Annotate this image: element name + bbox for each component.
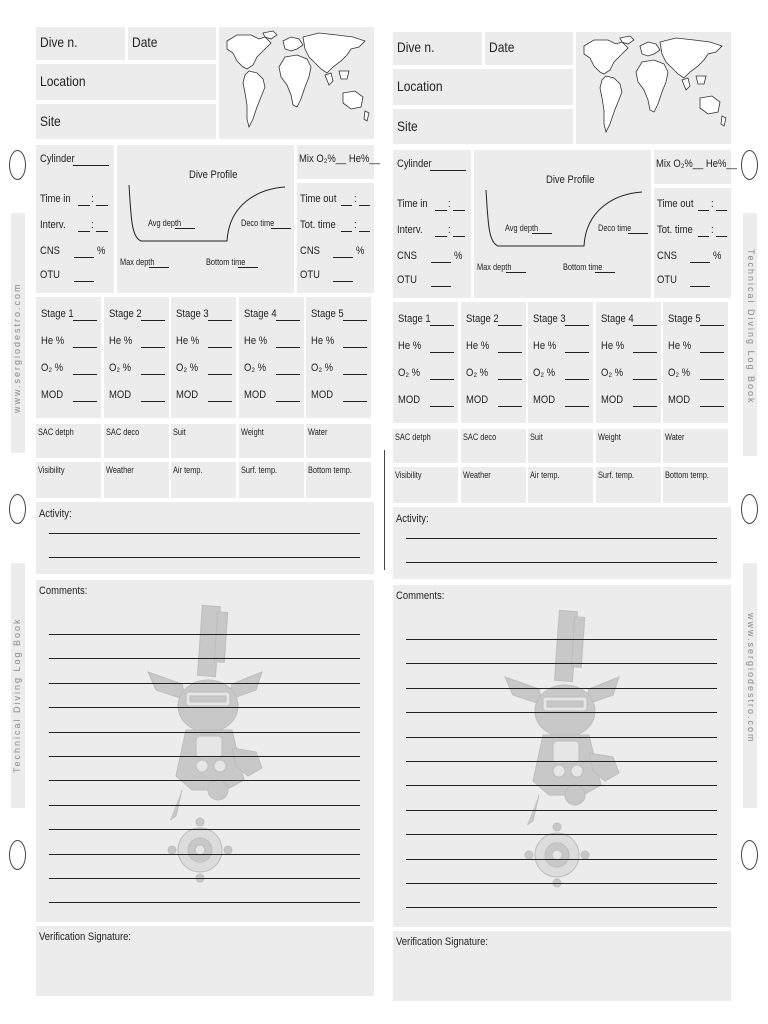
dive-profile-title: Dive Profile	[189, 169, 238, 181]
stage-5-he-field[interactable]	[700, 352, 724, 353]
stage-1-he-field[interactable]	[430, 352, 454, 353]
comment-line-5[interactable]	[49, 732, 360, 733]
stage-2-label: Stage 2	[108, 308, 142, 320]
condition-label-row2-4: Surf. temp.	[240, 465, 277, 475]
stage-2-he-field[interactable]	[498, 352, 522, 353]
condition-label-row2-2: Weather	[462, 470, 491, 480]
stage-4-label: Stage 4	[600, 313, 634, 325]
stage-1-o2-field[interactable]	[73, 374, 97, 375]
dive-number-label: Dive n.	[40, 34, 78, 50]
stage-2-field[interactable]	[141, 320, 165, 321]
cns-percent-right: %	[356, 245, 365, 257]
stage-2-he-label: He %	[108, 335, 132, 347]
interval-colon: :	[448, 224, 451, 236]
comment-line-12[interactable]	[406, 907, 717, 908]
time-in-field-m[interactable]	[453, 210, 465, 211]
avg-depth-label: Avg depth	[505, 223, 539, 233]
condition-label-row1-4: Weight	[597, 432, 621, 442]
stage-3-label: Stage 3	[176, 308, 209, 320]
stage-5-o2-field[interactable]	[343, 374, 367, 375]
stage-5-field[interactable]	[343, 320, 367, 321]
time-out-label: Time out	[300, 193, 337, 205]
stage-5-mod-label: MOD	[668, 394, 691, 406]
condition-label-row1-5: Water	[308, 427, 328, 437]
stage-1-mod-label: MOD	[398, 394, 421, 406]
stage-3-o2-label: O₂ %	[176, 362, 199, 374]
condition-label-row1-4: Weight	[240, 427, 264, 437]
time-in-colon: :	[448, 198, 451, 210]
side-text-right-upper: Technical Diving Log Book	[746, 249, 756, 405]
stage-4-o2-label: O₂ %	[600, 367, 623, 379]
stage-4-label: Stage 4	[243, 308, 277, 320]
log-sheet-left	[36, 0, 381, 1024]
deco-time-label: Deco time	[598, 223, 632, 233]
time-in-colon: :	[91, 193, 94, 205]
side-strip-right-upper	[743, 213, 757, 456]
otu-field-left[interactable]	[74, 281, 94, 282]
condition-box-row1-3	[171, 424, 236, 458]
condition-box-row2-2	[461, 467, 526, 503]
stage-1-he-label: He %	[398, 340, 422, 352]
cns-label-left: CNS	[40, 245, 60, 257]
comment-line-10[interactable]	[406, 859, 717, 860]
dive-profile-title: Dive Profile	[546, 174, 595, 186]
interval-label: Interv.	[397, 224, 423, 236]
mix-box	[654, 150, 737, 184]
signature-label: Verification Signature:	[396, 936, 489, 948]
stage-3-field[interactable]	[208, 320, 232, 321]
stage-3-field[interactable]	[565, 325, 589, 326]
cylinder-label: Cylinder	[397, 158, 432, 170]
comment-line-3[interactable]	[406, 688, 717, 689]
cylinder-label: Cylinder	[40, 153, 75, 165]
location-box	[393, 69, 573, 105]
world-map-icon	[219, 27, 374, 139]
stage-3-he-field[interactable]	[565, 352, 589, 353]
stage-2-o2-field[interactable]	[498, 379, 522, 380]
log-sheet-right	[393, 5, 738, 1024]
otu-field-left[interactable]	[431, 286, 451, 287]
binder-hole-right-bottom	[741, 840, 758, 870]
date-label: Date	[132, 34, 158, 50]
center-divider	[384, 450, 385, 570]
stage-4-mod-field[interactable]	[276, 401, 300, 402]
comment-line-10[interactable]	[49, 854, 360, 855]
stage-3-box	[171, 297, 236, 418]
stage-3-he-field[interactable]	[208, 347, 232, 348]
condition-box-row2-3	[528, 467, 593, 503]
stage-1-box	[36, 297, 101, 418]
tot-time-label: Tot. time	[300, 219, 336, 231]
comment-line-4[interactable]	[49, 707, 360, 708]
stage-1-o2-field[interactable]	[430, 379, 454, 380]
binder-hole-right-mid	[741, 494, 758, 524]
stage-5-he-label: He %	[311, 335, 335, 347]
comment-line-8[interactable]	[406, 810, 717, 811]
otu-field-right[interactable]	[333, 281, 353, 282]
stage-3-o2-label: O₂ %	[533, 367, 556, 379]
time-out-field-h[interactable]	[341, 205, 352, 206]
comment-line-7[interactable]	[406, 785, 717, 786]
condition-label-row1-5: Water	[665, 432, 685, 442]
bottom-time-label: Bottom time	[563, 262, 603, 272]
max-depth-field[interactable]	[506, 272, 526, 273]
stage-1-mod-field[interactable]	[430, 406, 454, 407]
condition-box-row2-1	[393, 467, 458, 503]
max-depth-label: Max depth	[477, 262, 512, 272]
mix-box	[297, 145, 380, 179]
cns-percent-left: %	[97, 245, 106, 257]
tot-time-field-h[interactable]	[341, 231, 352, 232]
time-out-field-h[interactable]	[698, 210, 709, 211]
stage-5-mod-field[interactable]	[343, 401, 367, 402]
time-left-box	[393, 150, 471, 298]
diver-mascot-watermark	[393, 585, 731, 927]
otu-field-right[interactable]	[690, 286, 710, 287]
condition-box-row1-4	[239, 424, 304, 458]
comment-line-7[interactable]	[49, 780, 360, 781]
condition-label-row1-3: Suit	[530, 432, 543, 442]
interval-field-h[interactable]	[78, 231, 90, 232]
activity-box	[36, 502, 374, 574]
condition-box-row2-4	[596, 467, 661, 503]
condition-label-row1-3: Suit	[173, 427, 186, 437]
max-depth-field[interactable]	[149, 267, 169, 268]
time-out-colon: :	[711, 198, 714, 210]
stage-4-o2-field[interactable]	[633, 379, 657, 380]
diver-mascot-watermark	[36, 580, 374, 922]
time-out-field-m[interactable]	[359, 205, 370, 206]
condition-label-row1-1: SAC detph	[38, 427, 74, 437]
comment-line-3[interactable]	[49, 683, 360, 684]
stage-2-field[interactable]	[498, 325, 522, 326]
site-label: Site	[40, 113, 61, 129]
stage-3-mod-field[interactable]	[565, 406, 589, 407]
stage-1-field[interactable]	[73, 320, 97, 321]
condition-label-row1-2: SAC deco	[462, 432, 496, 442]
comment-line-8[interactable]	[49, 805, 360, 806]
world-map-box	[219, 27, 374, 139]
side-strip-right-lower	[743, 563, 757, 808]
activity-box	[393, 507, 731, 579]
tot-time-colon: :	[354, 219, 357, 231]
tot-time-colon: :	[711, 224, 714, 236]
condition-box-row2-5	[663, 467, 728, 503]
stage-4-box	[239, 297, 304, 418]
condition-label-row2-1: Visibility	[38, 465, 65, 475]
stage-2-mod-label: MOD	[108, 389, 131, 401]
comments-label: Comments:	[396, 590, 445, 602]
deco-time-label: Deco time	[241, 218, 275, 228]
condition-box-row2-3	[171, 462, 236, 498]
mix-label: Mix O₂%__ He%__	[656, 158, 737, 170]
avg-depth-label: Avg depth	[148, 218, 182, 228]
condition-label-row1-2: SAC deco	[105, 427, 139, 437]
condition-box-row1-5	[663, 429, 728, 463]
side-strip-left-upper	[11, 213, 25, 453]
comments-box	[393, 585, 731, 927]
location-label: Location	[40, 73, 86, 89]
site-label: Site	[397, 118, 418, 134]
cylinder-field[interactable]	[430, 170, 466, 171]
otu-label-left: OTU	[40, 269, 60, 281]
stage-4-he-label: He %	[243, 335, 267, 347]
avg-depth-field[interactable]	[175, 228, 195, 229]
stage-3-mod-label: MOD	[533, 394, 556, 406]
stage-3-mod-label: MOD	[176, 389, 199, 401]
mix-label: Mix O₂%__ He%__	[299, 153, 380, 165]
comments-label: Comments:	[39, 585, 88, 597]
stage-2-box	[104, 297, 169, 418]
cns-field-left[interactable]	[431, 262, 451, 263]
bottom-time-field[interactable]	[238, 267, 258, 268]
condition-box-row1-3	[528, 429, 593, 463]
cns-field-left[interactable]	[74, 257, 94, 258]
stage-3-o2-field[interactable]	[565, 379, 589, 380]
stage-2-label: Stage 2	[465, 313, 499, 325]
stage-1-o2-label: O₂ %	[398, 367, 421, 379]
stage-2-o2-field[interactable]	[141, 374, 165, 375]
condition-box-row1-4	[596, 429, 661, 463]
dive-profile-box	[474, 150, 651, 298]
site-box	[36, 104, 216, 139]
stage-2-box	[461, 302, 526, 423]
time-out-field-m[interactable]	[716, 210, 727, 211]
time-out-colon: :	[354, 193, 357, 205]
time-out-label: Time out	[657, 198, 694, 210]
stage-2-mod-label: MOD	[465, 394, 488, 406]
activity-line-1[interactable]	[406, 538, 717, 539]
time-right-box	[654, 188, 731, 298]
comment-line-4[interactable]	[406, 712, 717, 713]
site-box	[393, 109, 573, 144]
condition-box-row1-2	[461, 429, 526, 463]
activity-label: Activity:	[396, 513, 429, 525]
tot-time-field-m[interactable]	[716, 236, 727, 237]
stage-1-label: Stage 1	[41, 308, 74, 320]
stage-4-mod-field[interactable]	[633, 406, 657, 407]
cylinder-field[interactable]	[73, 165, 109, 166]
condition-label-row2-3: Air temp.	[173, 465, 203, 475]
condition-box-row2-1	[36, 462, 101, 498]
activity-line-1[interactable]	[49, 533, 360, 534]
stage-1-he-field[interactable]	[73, 347, 97, 348]
side-text-left-upper: www.sergiodestro.com	[12, 282, 22, 413]
stage-5-label: Stage 5	[668, 313, 702, 325]
time-in-field-h[interactable]	[435, 210, 447, 211]
stage-3-o2-field[interactable]	[208, 374, 232, 375]
condition-label-row1-1: SAC detph	[395, 432, 431, 442]
time-in-field-h[interactable]	[78, 205, 90, 206]
bottom-time-field[interactable]	[595, 272, 615, 273]
condition-box-row2-4	[239, 462, 304, 498]
stage-5-mod-field[interactable]	[700, 406, 724, 407]
otu-label-right: OTU	[657, 274, 677, 286]
condition-label-row2-5: Bottom temp.	[308, 465, 353, 475]
avg-depth-field[interactable]	[532, 233, 552, 234]
stage-5-mod-label: MOD	[311, 389, 334, 401]
stage-5-he-field[interactable]	[343, 347, 367, 348]
condition-label-row2-2: Weather	[105, 465, 134, 475]
stage-5-field[interactable]	[700, 325, 724, 326]
stage-3-he-label: He %	[176, 335, 200, 347]
world-map-icon	[576, 32, 731, 144]
side-text-right-lower: www.sergiodestro.com	[746, 613, 756, 744]
stage-4-o2-label: O₂ %	[243, 362, 266, 374]
cns-label-right: CNS	[657, 250, 677, 262]
cns-percent-left: %	[454, 250, 463, 262]
dive-profile-box	[117, 145, 294, 293]
comment-line-1[interactable]	[406, 639, 717, 640]
stage-1-mod-field[interactable]	[73, 401, 97, 402]
condition-box-row1-5	[306, 424, 371, 458]
stage-2-he-field[interactable]	[141, 347, 165, 348]
time-in-label: Time in	[397, 198, 428, 210]
comments-box	[36, 580, 374, 922]
binder-hole-left-top	[9, 150, 26, 180]
stage-1-label: Stage 1	[398, 313, 431, 325]
cns-label-right: CNS	[300, 245, 320, 257]
comment-line-12[interactable]	[49, 902, 360, 903]
condition-label-row2-1: Visibility	[395, 470, 422, 480]
binder-hole-left-mid	[9, 494, 26, 524]
signature-box	[393, 931, 731, 1001]
stage-5-o2-label: O₂ %	[311, 362, 334, 374]
tot-time-field-h[interactable]	[698, 236, 709, 237]
date-box	[485, 32, 573, 65]
cns-field-right[interactable]	[333, 257, 353, 258]
stage-4-mod-label: MOD	[243, 389, 266, 401]
stage-4-o2-field[interactable]	[276, 374, 300, 375]
cns-field-right[interactable]	[690, 262, 710, 263]
stage-5-o2-label: O₂ %	[668, 367, 691, 379]
cns-label-left: CNS	[397, 250, 417, 262]
comment-line-2[interactable]	[406, 663, 717, 664]
date-box	[128, 27, 216, 60]
cns-percent-right: %	[713, 250, 722, 262]
time-in-field-m[interactable]	[96, 205, 108, 206]
stage-3-he-label: He %	[533, 340, 557, 352]
location-label: Location	[397, 78, 443, 94]
stage-1-box	[393, 302, 458, 423]
max-depth-label: Max depth	[120, 257, 155, 267]
stage-4-he-field[interactable]	[633, 352, 657, 353]
binder-hole-left-bottom	[9, 840, 26, 870]
comment-line-2[interactable]	[49, 658, 360, 659]
stage-1-mod-label: MOD	[41, 389, 64, 401]
time-in-label: Time in	[40, 193, 71, 205]
stage-3-label: Stage 3	[533, 313, 566, 325]
comment-line-9[interactable]	[49, 829, 360, 830]
condition-label-row2-4: Surf. temp.	[597, 470, 634, 480]
stage-5-o2-field[interactable]	[700, 379, 724, 380]
bottom-time-label: Bottom time	[206, 257, 246, 267]
comment-line-5[interactable]	[406, 737, 717, 738]
side-text-left-lower: Technical Diving Log Book	[12, 617, 22, 773]
condition-box-row1-1	[36, 424, 101, 458]
stage-1-o2-label: O₂ %	[41, 362, 64, 374]
condition-box-row1-1	[393, 429, 458, 463]
condition-box-row1-2	[104, 424, 169, 458]
stage-2-mod-field[interactable]	[141, 401, 165, 402]
time-left-box	[36, 145, 114, 293]
interval-field-m[interactable]	[453, 236, 465, 237]
tot-time-field-m[interactable]	[359, 231, 370, 232]
comment-line-11[interactable]	[49, 878, 360, 879]
comment-line-6[interactable]	[49, 756, 360, 757]
location-box	[36, 64, 216, 100]
stage-4-he-field[interactable]	[276, 347, 300, 348]
otu-label-left: OTU	[397, 274, 417, 286]
condition-label-row2-5: Bottom temp.	[665, 470, 710, 480]
time-right-box	[297, 183, 374, 293]
interval-colon: :	[91, 219, 94, 231]
interval-field-h[interactable]	[435, 236, 447, 237]
stage-5-label: Stage 5	[311, 308, 345, 320]
stage-1-field[interactable]	[430, 325, 454, 326]
stage-2-mod-field[interactable]	[498, 406, 522, 407]
interval-label: Interv.	[40, 219, 66, 231]
stage-4-mod-label: MOD	[600, 394, 623, 406]
world-map-box	[576, 32, 731, 144]
stage-4-field[interactable]	[633, 325, 657, 326]
condition-box-row2-5	[306, 462, 371, 498]
activity-line-2[interactable]	[49, 557, 360, 558]
stage-4-field[interactable]	[276, 320, 300, 321]
activity-line-2[interactable]	[406, 562, 717, 563]
stage-1-he-label: He %	[41, 335, 65, 347]
stage-5-box	[663, 302, 728, 423]
stage-4-he-label: He %	[600, 340, 624, 352]
deco-time-field[interactable]	[271, 228, 291, 229]
interval-field-m[interactable]	[96, 231, 108, 232]
side-strip-left-lower	[11, 563, 25, 808]
stage-5-he-label: He %	[668, 340, 692, 352]
dive-number-box	[36, 27, 125, 60]
stage-3-mod-field[interactable]	[208, 401, 232, 402]
stage-3-box	[528, 302, 593, 423]
comment-line-6[interactable]	[406, 761, 717, 762]
condition-box-row2-2	[104, 462, 169, 498]
stage-5-box	[306, 297, 371, 418]
dive-number-label: Dive n.	[397, 39, 435, 55]
deco-time-field[interactable]	[628, 233, 648, 234]
comment-line-9[interactable]	[406, 834, 717, 835]
signature-label: Verification Signature:	[39, 931, 132, 943]
stage-2-o2-label: O₂ %	[465, 367, 488, 379]
dive-number-box	[393, 32, 482, 65]
activity-label: Activity:	[39, 508, 72, 520]
stage-2-o2-label: O₂ %	[108, 362, 131, 374]
binder-hole-right-top	[741, 150, 758, 180]
signature-box	[36, 926, 374, 996]
stage-2-he-label: He %	[465, 340, 489, 352]
date-label: Date	[489, 39, 515, 55]
comment-line-1[interactable]	[49, 634, 360, 635]
tot-time-label: Tot. time	[657, 224, 693, 236]
condition-label-row2-3: Air temp.	[530, 470, 560, 480]
stage-4-box	[596, 302, 661, 423]
otu-label-right: OTU	[300, 269, 320, 281]
comment-line-11[interactable]	[406, 883, 717, 884]
